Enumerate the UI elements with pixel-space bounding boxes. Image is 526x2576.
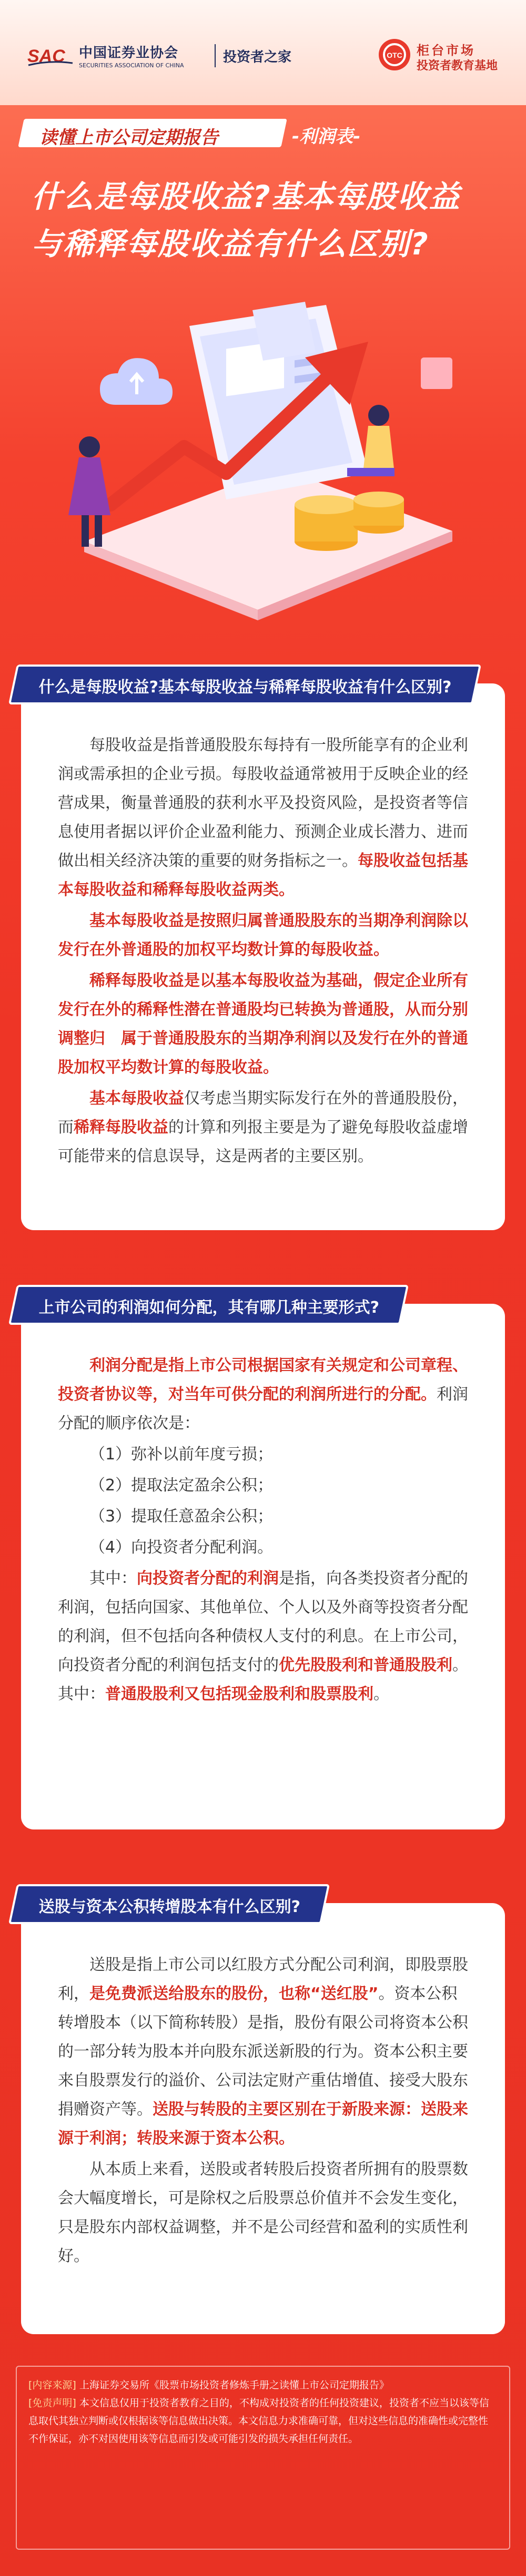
main-title-line1: 什么是每股收益?基本每股收益 <box>32 179 461 214</box>
main-title-line2: 与稀释每股收益有什么区别? <box>32 226 429 262</box>
investor-home-label: 投资者之家 <box>223 49 292 65</box>
series-banner-text: 读懂上市公司定期报告 <box>39 127 218 148</box>
highlight-text: 向投资者分配的利润 <box>137 1569 279 1588</box>
disclaimer-note <box>28 2394 498 2448</box>
otc-name: 柜台市场 <box>417 43 476 58</box>
section-card-eps <box>21 678 505 1230</box>
hero-illustration <box>53 294 473 620</box>
paragraph: 稀释每股收益是以基本每股收益为基础，假定企业所有发行在外的稀释性潜在普通股均已转换为普通股，从而分别调整归 属于普通股股东的当期净利润以及发行在外的普通股加权平均数计算的每股收益。 <box>58 972 468 1077</box>
text: 是指，向各类投资者分配的利润，包括向国家、其他单位、个人以及外商等投资者分配的利润，但不包括向各种债权人支付的利息。在上市公司，向投资者分配的利润包括支付的 <box>58 1569 468 1674</box>
footer-notes <box>16 2366 510 2550</box>
source-note <box>28 2376 498 2394</box>
section-body <box>58 1351 468 1711</box>
text: 利润分配的顺序依次是： <box>58 1385 468 1433</box>
text: 。资本公积转增股本（以下简称转股）是指，股份有限公司将资本公积的一部分转为股本并向股东派送新股的行为。资本公积主要来自股票发行的溢价、公司法定财产重估增值、接受大股东捐赠资产等。 <box>58 1985 468 2119</box>
section-heading-bg <box>8 665 481 704</box>
highlight-text: 优先股股利和普通股股利 <box>279 1656 452 1674</box>
paragraph <box>58 1351 468 1438</box>
highlight-text: 基本每股收益 <box>89 1089 184 1108</box>
text: 其中： <box>89 1569 137 1588</box>
section-card-profit-distribution <box>21 1299 505 1829</box>
text: 通常被用于反映企业的经营成果，衡量普通股的获利水平及投资风险，是投资者等信息使用者据以评价企业盈利能力、预测企业成长潜力、进而做出相关经济决策的重要的财务指标之一。 <box>58 765 468 870</box>
list-item: （1）弥补以前年度亏损； <box>89 1445 274 1464</box>
otc-subtitle: 投资者教育基地 <box>417 59 498 73</box>
paragraph <box>58 1950 468 2153</box>
paragraph <box>58 1564 468 1709</box>
text: 送股是指上市公司以红股方式分配公司利润，即股票股利， <box>58 1956 468 2003</box>
series-tag: -利润表- <box>292 126 361 147</box>
section-heading: 上市公司的利润如何分配，其有哪几种主要形式? <box>38 1299 379 1317</box>
paragraph: 基本每股收益是按照归属普通股股东的当期净利润除以发行在外普通股的加权平均数计算的每股收益。 <box>58 912 468 959</box>
page-header <box>0 0 526 105</box>
section-heading: 送股与资本公积转增股本有什么区别? <box>38 1898 300 1916</box>
source-text: 上海证券交易所《股票市场投资者修炼手册之读懂上市公司定期报告》 <box>79 2379 389 2391</box>
section-body <box>58 731 468 1173</box>
text: 的计算和列报主要是为了避免每股收益虚增可能带来的信息误导，这是两者的主要区别。 <box>58 1118 468 1166</box>
disclaimer-label: [免责声明] <box>28 2397 76 2409</box>
highlight-text: 送股与转股的主要区别在于新股来源：送股来源于利润；转股来源于资本公积。 <box>58 2100 468 2148</box>
text: 每股收益是指普通股股东每持有一股所能享有的企业利润或需承担的企业亏损。每股收益 <box>58 736 468 783</box>
text: 。 <box>373 1685 389 1703</box>
highlight-text: 利润分配是指上市公司根据国家有关规定和公司章程、投资者协议等，对当年可供分配的利润所进行的分配。 <box>58 1356 468 1404</box>
source-label: [内容来源] <box>28 2379 76 2391</box>
list-item: （4）向投资者分配利润。 <box>89 1538 274 1557</box>
text: 。其中： <box>58 1656 468 1703</box>
list-item: （2）提取法定盈余公积； <box>89 1476 274 1495</box>
section-heading-bg <box>8 1884 330 1924</box>
paragraph <box>58 731 468 904</box>
sac-logo <box>26 42 74 68</box>
highlight-text: 每股收益包括基本每股收益和稀释每股收益两类。 <box>58 852 468 899</box>
section-heading-bg <box>8 1285 409 1325</box>
section-heading: 什么是每股收益?基本每股收益与稀释每股收益有什么区别? <box>38 678 452 697</box>
disclaimer-text: 本文信息仅用于投资者教育之目的，不构成对投资者的任何投资建议，投资者不应当以该等信息取代其独立判断或仅根据该等信息做出决策。本文信息力求准确可靠，但对这些信息的准确性或完整性不作保证，亦不对因使用该等信息而引发或可能引发的损失承担任何责任。 <box>28 2397 489 2445</box>
svg-text:OTC: OTC <box>387 51 402 59</box>
otc-logo-icon <box>379 39 410 70</box>
section-body <box>58 1950 468 2273</box>
paragraph: 从本质上来看，送股或者转股后投资者所拥有的股票数会大幅度增长，可是除权之后股票总价值并不会发生变化，只是股东内部权益调整，并不是公司经营和盈利的实质性利好。 <box>58 2160 468 2265</box>
highlight-text: 稀释每股收益 <box>74 1118 168 1137</box>
paragraph <box>58 1084 468 1171</box>
sac-name-en: SECURITIES ASSOCIATION OF CHINA <box>79 62 184 69</box>
svg-text:SAC: SAC <box>27 46 65 66</box>
list-item: （3）提取任意盈余公积； <box>89 1507 274 1526</box>
text: 仅考虑当期实际发行在外的普通股股份，而 <box>58 1089 468 1137</box>
highlight-text: 普通股股利又包括现金股利和股票股利 <box>105 1685 373 1703</box>
sac-name-cn: 中国证券业协会 <box>79 45 179 61</box>
highlight-text: 是免费派送给股东的股份，也称“送红股” <box>89 1985 379 2003</box>
section-card-bonus-shares <box>21 1898 505 2334</box>
header-divider <box>215 44 216 67</box>
